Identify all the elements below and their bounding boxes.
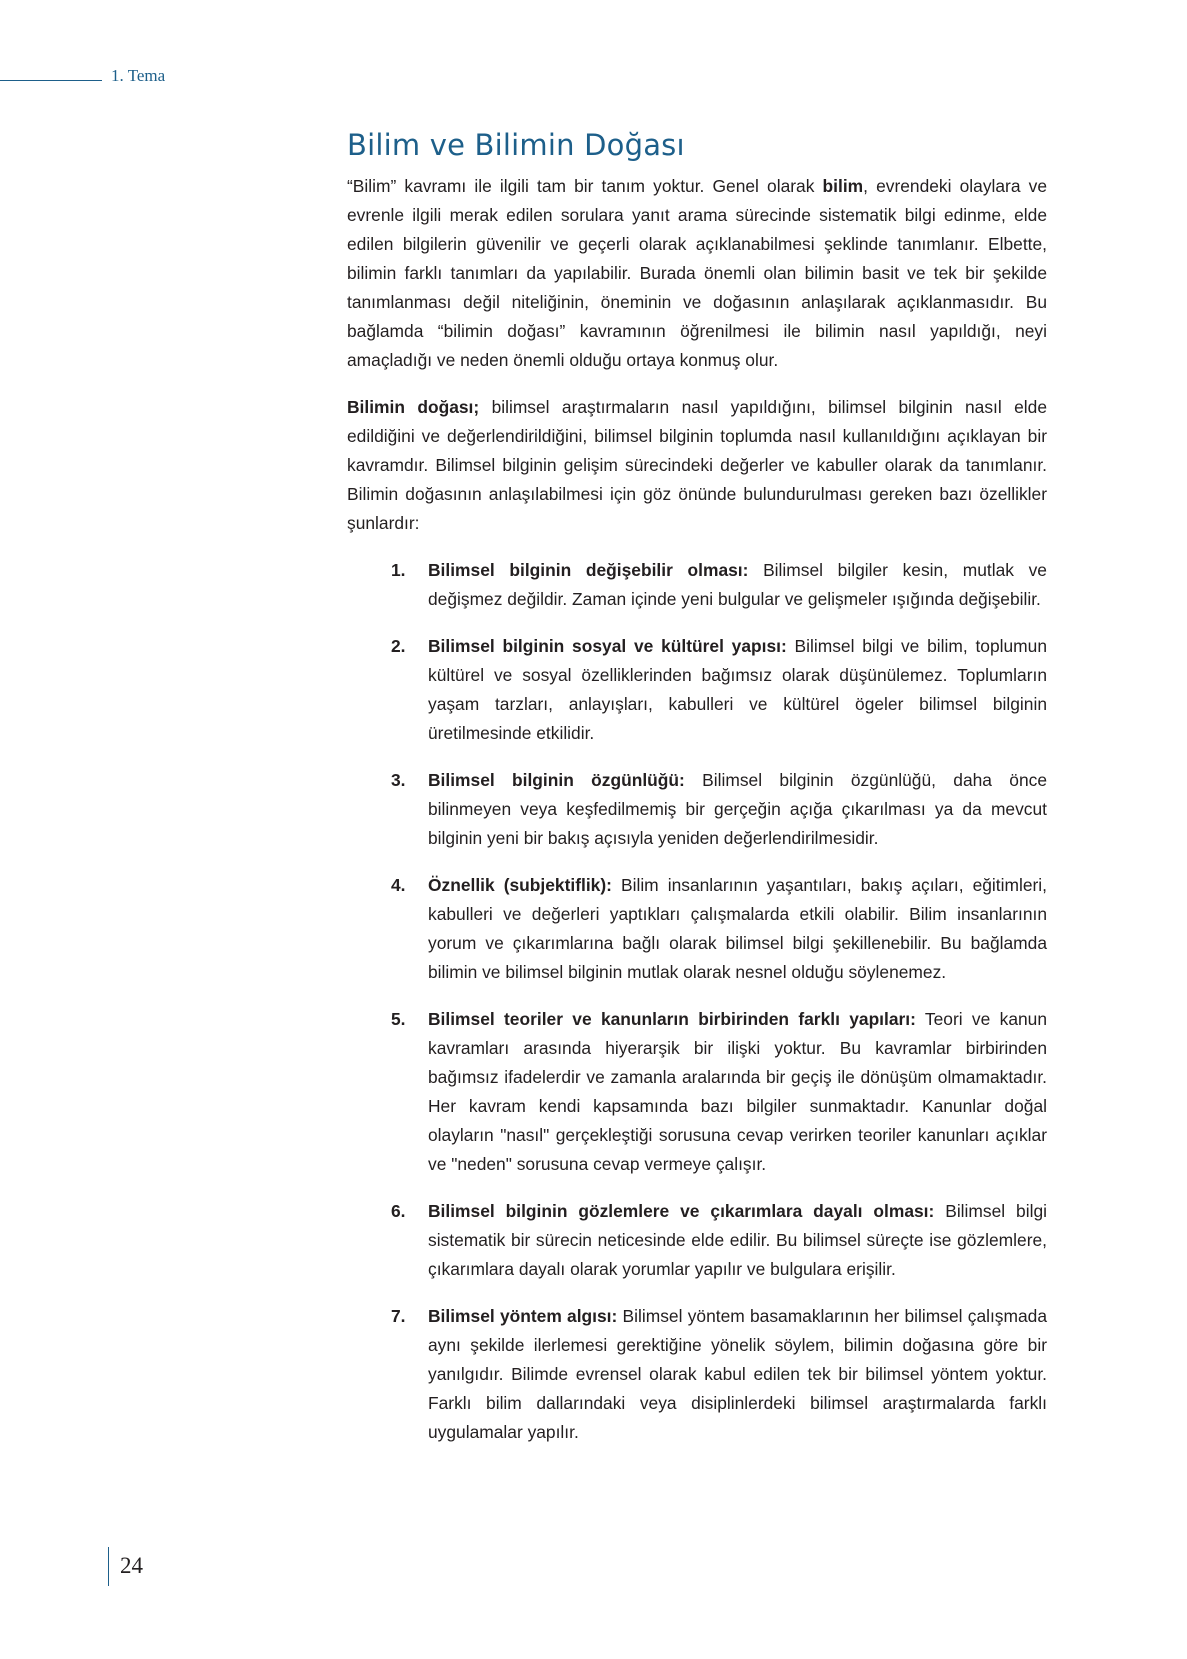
list-item: [347, 766, 1047, 853]
header-rule: [0, 80, 102, 81]
footer-rule: [108, 1547, 109, 1586]
item-number: 7.: [391, 1306, 406, 1326]
list-item: [347, 556, 1047, 614]
item-heading: Bilimsel bilginin gözlemlere ve çıkarımlara dayalı olması:: [428, 1201, 935, 1221]
item-number: 4.: [391, 875, 406, 895]
list-item: [347, 1005, 1047, 1179]
intro-text-start: “Bilim” kavramı ile ilgili tam bir tanım yoktur. Genel olarak: [347, 176, 823, 196]
item-text: Bilimsel bilgiler kesin, mutlak ve değişmez değildir. Zaman içinde yeni bulgular ve gelişmeler ışığında değişebilir.: [428, 560, 1047, 609]
item-heading: Bilimsel yöntem algısı:: [428, 1306, 618, 1326]
item-heading: Bilimsel bilginin değişebilir olması:: [428, 560, 749, 580]
intro-paragraph-1: [347, 172, 1047, 375]
item-heading: Bilimsel teoriler ve kanunların birbirinden farklı yapıları:: [428, 1009, 916, 1029]
item-heading: Bilimsel bilginin özgünlüğü:: [428, 770, 685, 790]
intro-paragraph-2: [347, 393, 1047, 538]
list-item: [347, 1302, 1047, 1447]
item-number: 6.: [391, 1201, 406, 1221]
item-text: Bilimsel bilginin özgünlüğü, daha önce bilinmeyen veya keşfedilmemiş bir gerçeğin açığa çıkarılması ya da mevcut bilginin yeni bir bakış açısıyla yeniden değerlendirilmesidir.: [428, 770, 1047, 848]
item-text: Bilim insanlarının yaşantıları, bakış açıları, eğitimleri, kabulleri ve değerleri yaptıkları çalışmalarda etkili olabilir. Bilim insanlarının yorum ve çıkarımlarına bağlı olarak bilimsel bilgi şekillenebilir. Bu bağlamda bilimin ve bilimsel bilginin mutlak olarak nesnel olduğu söylenemez.: [428, 875, 1047, 982]
section-label: 1. Tema: [111, 66, 166, 85]
item-number: 3.: [391, 770, 406, 790]
page-number: 24: [120, 1553, 143, 1578]
item-text: Bilimsel yöntem basamaklarının her bilimsel çalışmada aynı şekilde ilerlemesi gerektiğine yönelik söylem, bilimin doğasına göre bir yanılgıdır. Bilimde evrensel olarak kabul edilen tek bir bilimsel yöntem yoktur. Farklı bilim dallarındaki veya disiplinlerdeki bilimsel araştırmalarda farklı uygulamalar yapılır.: [428, 1306, 1048, 1442]
list-item: [347, 632, 1047, 748]
item-text: Teori ve kanun kavramları arasında hiyerarşik bir ilişki yoktur. Bu kavramlar birbirinden bağımsız ifadelerdir ve zamanla aralarında bir geçiş ile dönüşüm olmamaktadır. Her kavram kendi kapsamında bazı bilgiler sunmaktadır. Kanunlar doğal olayların "nasıl" gerçekleştiği sorusuna cevap verirken teoriler kanunları açıklar ve "neden" sorusuna cevap vermeye çalışır.: [428, 1009, 1048, 1174]
intro-text-end: , evrendeki olaylara ve evrenle ilgili merak edilen sorulara yanıt arama sürecinde sistematik bilgi edinme, elde edilen bilgilerin güvenilir ve geçerli olarak açıklanabilmesi şeklinde tanımlanır. Elbette, bilimin farklı tanımları da yapılabilir. Burada önemli olan bilimin basit ve tek bir şekilde tanımlanması değil niteliğinin, öneminin ve doğasının anlaşılarak açıklanmasıdır. Bu bağlamda “bilimin doğası” kavramının öğrenilmesi ile bilimin nasıl yapıldığı, neyi amaçladığı ve neden önemli olduğu ortaya konmuş olur.: [347, 176, 1047, 370]
item-text: Bilimsel bilgi sistematik bir sürecin neticesinde elde edilir. Bu bilimsel süreçte ise gözlemlere, çıkarımlara dayalı olarak yorumlar yapılır ve bulgulara erişilir.: [428, 1201, 1047, 1279]
item-text: Bilimsel bilgi ve bilim, toplumun kültürel ve sosyal özelliklerinden bağımsız olarak düşünülemez. Toplumların yaşam tarzları, anlayışları, kabulleri ve kültürel ögeler bilimsel bilginin üretilmesinde etkilidir.: [428, 636, 1047, 743]
item-heading: Öznellik (subjektiflik):: [428, 875, 612, 895]
item-number: 2.: [391, 636, 406, 656]
page-title: Bilim ve Bilimin Doğası: [347, 128, 685, 162]
item-number: 1.: [391, 560, 406, 580]
features-list: [347, 556, 1047, 1447]
intro-text-2: bilimsel araştırmaların nasıl yapıldığını, bilimsel bilginin nasıl elde edildiğini ve değerlendirildiğini, bilimsel bilginin toplumda nasıl kullanıldığını açıklayan bir kavramdır. Bilimsel bilginin gelişim sürecindeki değerler ve kabuller olarak da tanımlanır. Bilimin doğasının anlaşılabilmesi için göz önünde bulundurulması gereken bazı özellikler şunlardır:: [347, 397, 1047, 533]
intro-bold-term-2: Bilimin doğası;: [347, 397, 480, 417]
intro-bold-term: bilim: [822, 176, 864, 196]
item-number: 5.: [391, 1009, 406, 1029]
list-item: [347, 871, 1047, 987]
page-content: [347, 128, 1047, 1465]
list-item: [347, 1197, 1047, 1284]
item-heading: Bilimsel bilginin sosyal ve kültürel yapısı:: [428, 636, 787, 656]
